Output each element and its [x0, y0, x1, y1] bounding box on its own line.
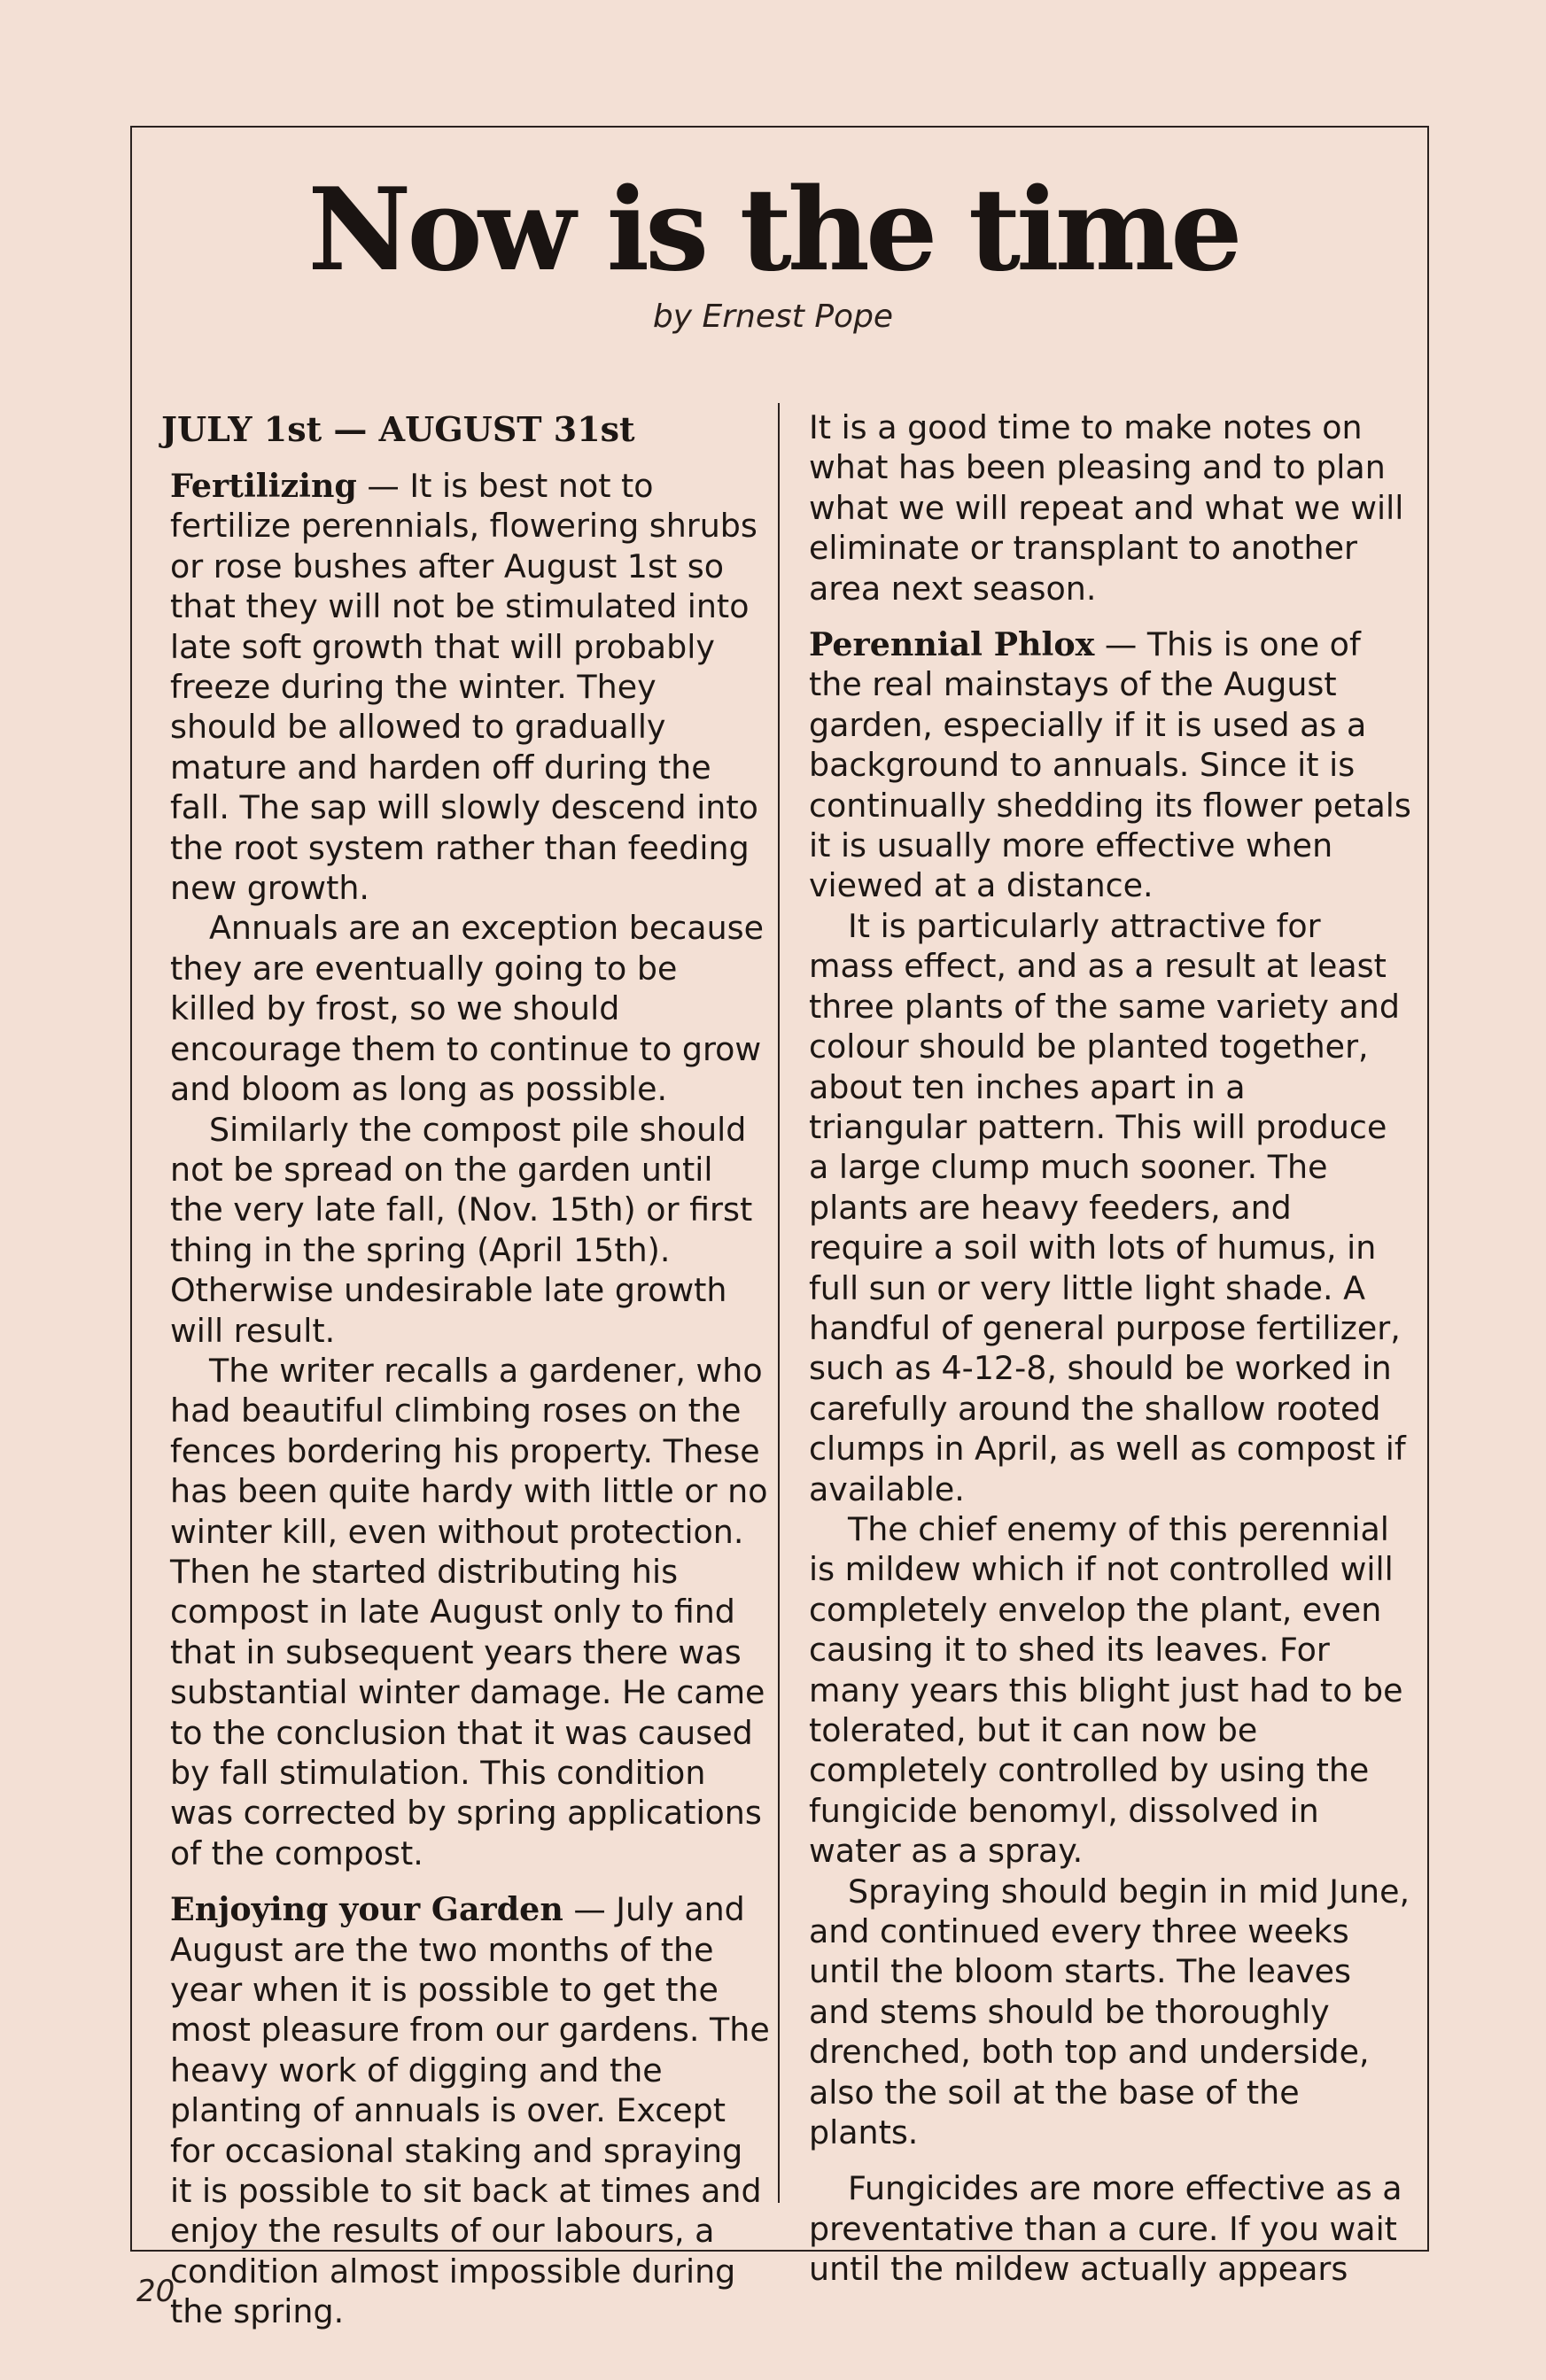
dateline: JULY 1st — AUGUST 31st: [161, 409, 635, 449]
fertilizing-text: — It is best not to fertilize perennials, flowering shrubs or rose bushes after August 1st so that they will not be stimulated into late soft growth that will probably freeze during the winter. They should be allowed to gradually mature and harden off during the fall. The sap will slowly descend into the root system rather than feeding new growth.: [170, 467, 758, 908]
fungicides-paragraph: Fungicides are more effective as a preventative than a cure. If you wait until the mildew actually appears: [809, 2169, 1402, 2289]
annuals-paragraph: Annuals are an exception because they are eventually going to be killed by frost, so we should encourage them to continue to grow and bloom as long as possible.: [170, 909, 764, 1109]
mass-effect-paragraph: It is particularly attractive for mass effect, and as a result at least three plants of the same variety and colour should be planted together, about ten inches apart in a triangular pattern. This will produce a large clump much sooner. The plants are heavy feeders, and require a soil with lots of humus, in full sun or very little light shade. A handful of general purpose fertilizer, such as 4-12-8, should be worked in carefully around the shallow rooted clumps in April, as well as compost if available.: [809, 906, 1406, 1508]
fertilizing-paragraph: [170, 466, 773, 908]
enjoying-text: — July and August are the two months of the year when it is possible to get the most pleasure from our gardens. The heavy work of digging and the planting of annuals is over. Except for occasional staking and spraying it is possible to sit back at times and enjoy the results of our labours, a condition almost impossible during the spring.: [170, 1890, 770, 2331]
page-number: 20: [136, 2274, 175, 2309]
right-column: [809, 407, 1411, 2290]
enjoying-paragraph: [170, 1889, 773, 2331]
enjoying-heading: Enjoying your Garden: [170, 1890, 563, 1929]
fertilizing-heading: Fertilizing: [170, 467, 357, 505]
phlox-text: — This is one of the real mainstays of the August garden, especially if it is used as a background to annuals. Since it is continually shedding its flower petals it is usually more effective when viewed at a distance.: [809, 625, 1411, 905]
column-divider: [778, 403, 780, 2203]
compost-paragraph: Similarly the compost pile should not be spread on the garden until the very late fall, (Nov. 15th) or first thing in the spring (April 15th). Otherwise undesirable late growth will result.: [170, 1110, 753, 1350]
phlox-heading: Perennial Phlox: [809, 625, 1095, 664]
spraying-paragraph: Spraying should begin in mid June, and continued every three weeks until the bloom starts. The leaves and stems should be thoroughly drenched, both top and underside, also the soil at the base of the plants.: [809, 1872, 1410, 2152]
phlox-paragraph: [809, 624, 1411, 906]
mildew-paragraph: The chief enemy of this perennial is mildew which if not controlled will completely envelop the plant, even causing it to shed its leaves. For many years this blight just had to be tolerated, but it can now be completely controlled by using the fungicide benomyl, dissolved in water as a spray.: [809, 1509, 1403, 1871]
left-column: [161, 407, 773, 2332]
notes-paragraph: It is a good time to make notes on what has been pleasing and to plan what we will repeat and what we will eliminate or transplant to another area next season.: [809, 408, 1404, 608]
gardener-paragraph: The writer recalls a gardener, who had beautiful climbing roses on the fences bordering his property. These has been quite hardy with little or no winter kill, even without protection. Then he started distributing his compost in late August only to find that in subsequent years there was substantial winter damage. He came to the conclusion that it was caused by fall stimulation. This condition was corrected by spring applications of the compost.: [170, 1351, 768, 1872]
article-title: Now is the time: [307, 164, 1239, 297]
article-byline: by Ernest Pope: [652, 298, 894, 335]
